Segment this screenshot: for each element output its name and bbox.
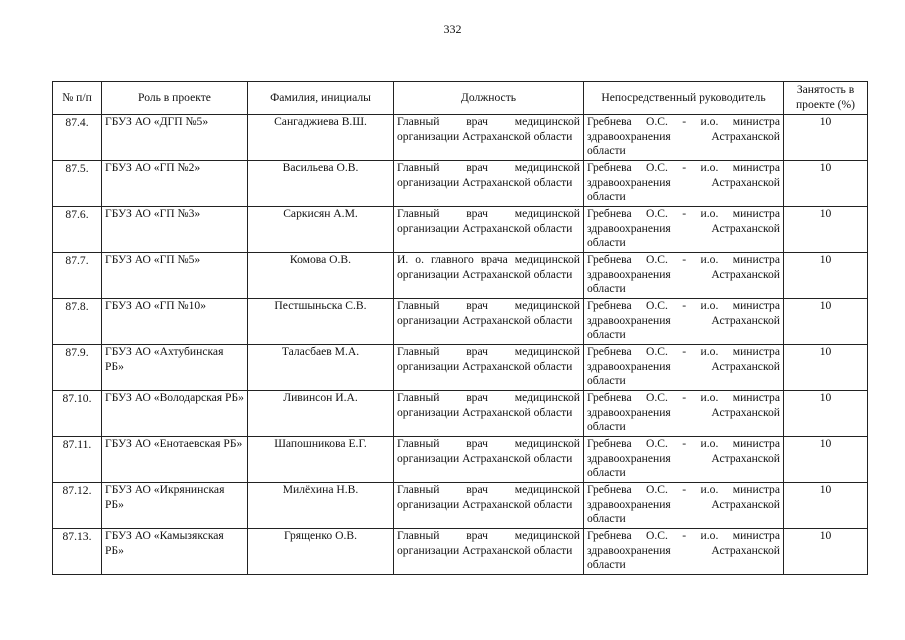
- table-body: [53, 115, 868, 575]
- table-row: [53, 207, 868, 253]
- row-name: Таласбаев М.А.: [248, 345, 394, 391]
- row-percent: 10: [784, 161, 868, 207]
- row-number: 87.4.: [53, 115, 102, 161]
- row-position: Главный врач медицинской организации Астраханской области: [394, 529, 584, 575]
- row-name: Саркисян А.М.: [248, 207, 394, 253]
- row-percent: 10: [784, 483, 868, 529]
- row-supervisor: Гребнева О.С. - и.о. министра здравоохранения Астраханской области: [584, 299, 784, 345]
- row-name: Грященко О.В.: [248, 529, 394, 575]
- row-role: ГБУЗ АО «ГП №5»: [102, 253, 248, 299]
- row-role: ГБУЗ АО «Енотаевская РБ»: [102, 437, 248, 483]
- row-supervisor: Гребнева О.С. - и.о. министра здравоохранения Астраханской области: [584, 115, 784, 161]
- row-role: ГБУЗ АО «ДГП №5»: [102, 115, 248, 161]
- row-position: Главный врач медицинской организации Астраханской области: [394, 483, 584, 529]
- row-name: Сангаджиева В.Ш.: [248, 115, 394, 161]
- row-role: ГБУЗ АО «ГП №10»: [102, 299, 248, 345]
- table-row: [53, 529, 868, 575]
- row-name: Ливинсон И.А.: [248, 391, 394, 437]
- row-role: ГБУЗ АО «Камызякская РБ»: [102, 529, 248, 575]
- row-supervisor: Гребнева О.С. - и.о. министра здравоохранения Астраханской области: [584, 345, 784, 391]
- row-position: Главный врач медицинской организации Астраханской области: [394, 161, 584, 207]
- table-row: [53, 115, 868, 161]
- row-supervisor: Гребнева О.С. - и.о. министра здравоохранения Астраханской области: [584, 483, 784, 529]
- row-position: Главный врач медицинской организации Астраханской области: [394, 437, 584, 483]
- row-position: Главный врач медицинской организации Астраханской области: [394, 207, 584, 253]
- row-name: Комова О.В.: [248, 253, 394, 299]
- row-supervisor: Гребнева О.С. - и.о. министра здравоохранения Астраханской области: [584, 207, 784, 253]
- row-name: Милёхина Н.В.: [248, 483, 394, 529]
- row-percent: 10: [784, 529, 868, 575]
- table-row: [53, 483, 868, 529]
- row-role: ГБУЗ АО «Ахтубинская РБ»: [102, 345, 248, 391]
- header-position: Должность: [394, 82, 584, 115]
- row-percent: 10: [784, 253, 868, 299]
- row-number: 87.5.: [53, 161, 102, 207]
- row-number: 87.12.: [53, 483, 102, 529]
- row-percent: 10: [784, 115, 868, 161]
- row-number: 87.11.: [53, 437, 102, 483]
- table-header-row: [53, 82, 868, 115]
- row-position: Главный врач медицинской организации Астраханской области: [394, 391, 584, 437]
- row-role: ГБУЗ АО «Икрянинская РБ»: [102, 483, 248, 529]
- row-number: 87.13.: [53, 529, 102, 575]
- row-supervisor: Гребнева О.С. - и.о. министра здравоохранения Астраханской области: [584, 391, 784, 437]
- page-number: 332: [443, 22, 462, 36]
- row-number: 87.7.: [53, 253, 102, 299]
- row-number: 87.6.: [53, 207, 102, 253]
- row-percent: 10: [784, 345, 868, 391]
- row-supervisor: Гребнева О.С. - и.о. министра здравоохранения Астраханской области: [584, 161, 784, 207]
- row-supervisor: Гребнева О.С. - и.о. министра здравоохранения Астраханской области: [584, 253, 784, 299]
- row-position: И. о. главного врача медицинской организации Астраханской области: [394, 253, 584, 299]
- row-name: Шапошникова Е.Г.: [248, 437, 394, 483]
- row-position: Главный врач медицинской организации Астраханской области: [394, 299, 584, 345]
- row-number: 87.8.: [53, 299, 102, 345]
- table-row: [53, 253, 868, 299]
- row-percent: 10: [784, 299, 868, 345]
- row-percent: 10: [784, 207, 868, 253]
- row-number: 87.9.: [53, 345, 102, 391]
- header-supervisor: Непосредственный руководитель: [584, 82, 784, 115]
- table-row: [53, 437, 868, 483]
- header-role: Роль в проекте: [102, 82, 248, 115]
- table-row: [53, 391, 868, 437]
- project-participants-table: [52, 81, 868, 575]
- row-role: ГБУЗ АО «ГП №3»: [102, 207, 248, 253]
- row-name: Пестшыньска С.В.: [248, 299, 394, 345]
- row-supervisor: Гребнева О.С. - и.о. министра здравоохранения Астраханской области: [584, 529, 784, 575]
- table-row: [53, 299, 868, 345]
- table-row: [53, 161, 868, 207]
- header-num: № п/п: [53, 82, 102, 115]
- table-row: [53, 345, 868, 391]
- row-number: 87.10.: [53, 391, 102, 437]
- row-percent: 10: [784, 391, 868, 437]
- row-supervisor: Гребнева О.С. - и.о. министра здравоохранения Астраханской области: [584, 437, 784, 483]
- row-position: Главный врач медицинской организации Астраханской области: [394, 345, 584, 391]
- row-name: Васильева О.В.: [248, 161, 394, 207]
- header-name: Фамилия, инициалы: [248, 82, 394, 115]
- header-percent: Занятость в проекте (%): [784, 82, 868, 115]
- row-percent: 10: [784, 437, 868, 483]
- row-position: Главный врач медицинской организации Астраханской области: [394, 115, 584, 161]
- row-role: ГБУЗ АО «Володарская РБ»: [102, 391, 248, 437]
- row-role: ГБУЗ АО «ГП №2»: [102, 161, 248, 207]
